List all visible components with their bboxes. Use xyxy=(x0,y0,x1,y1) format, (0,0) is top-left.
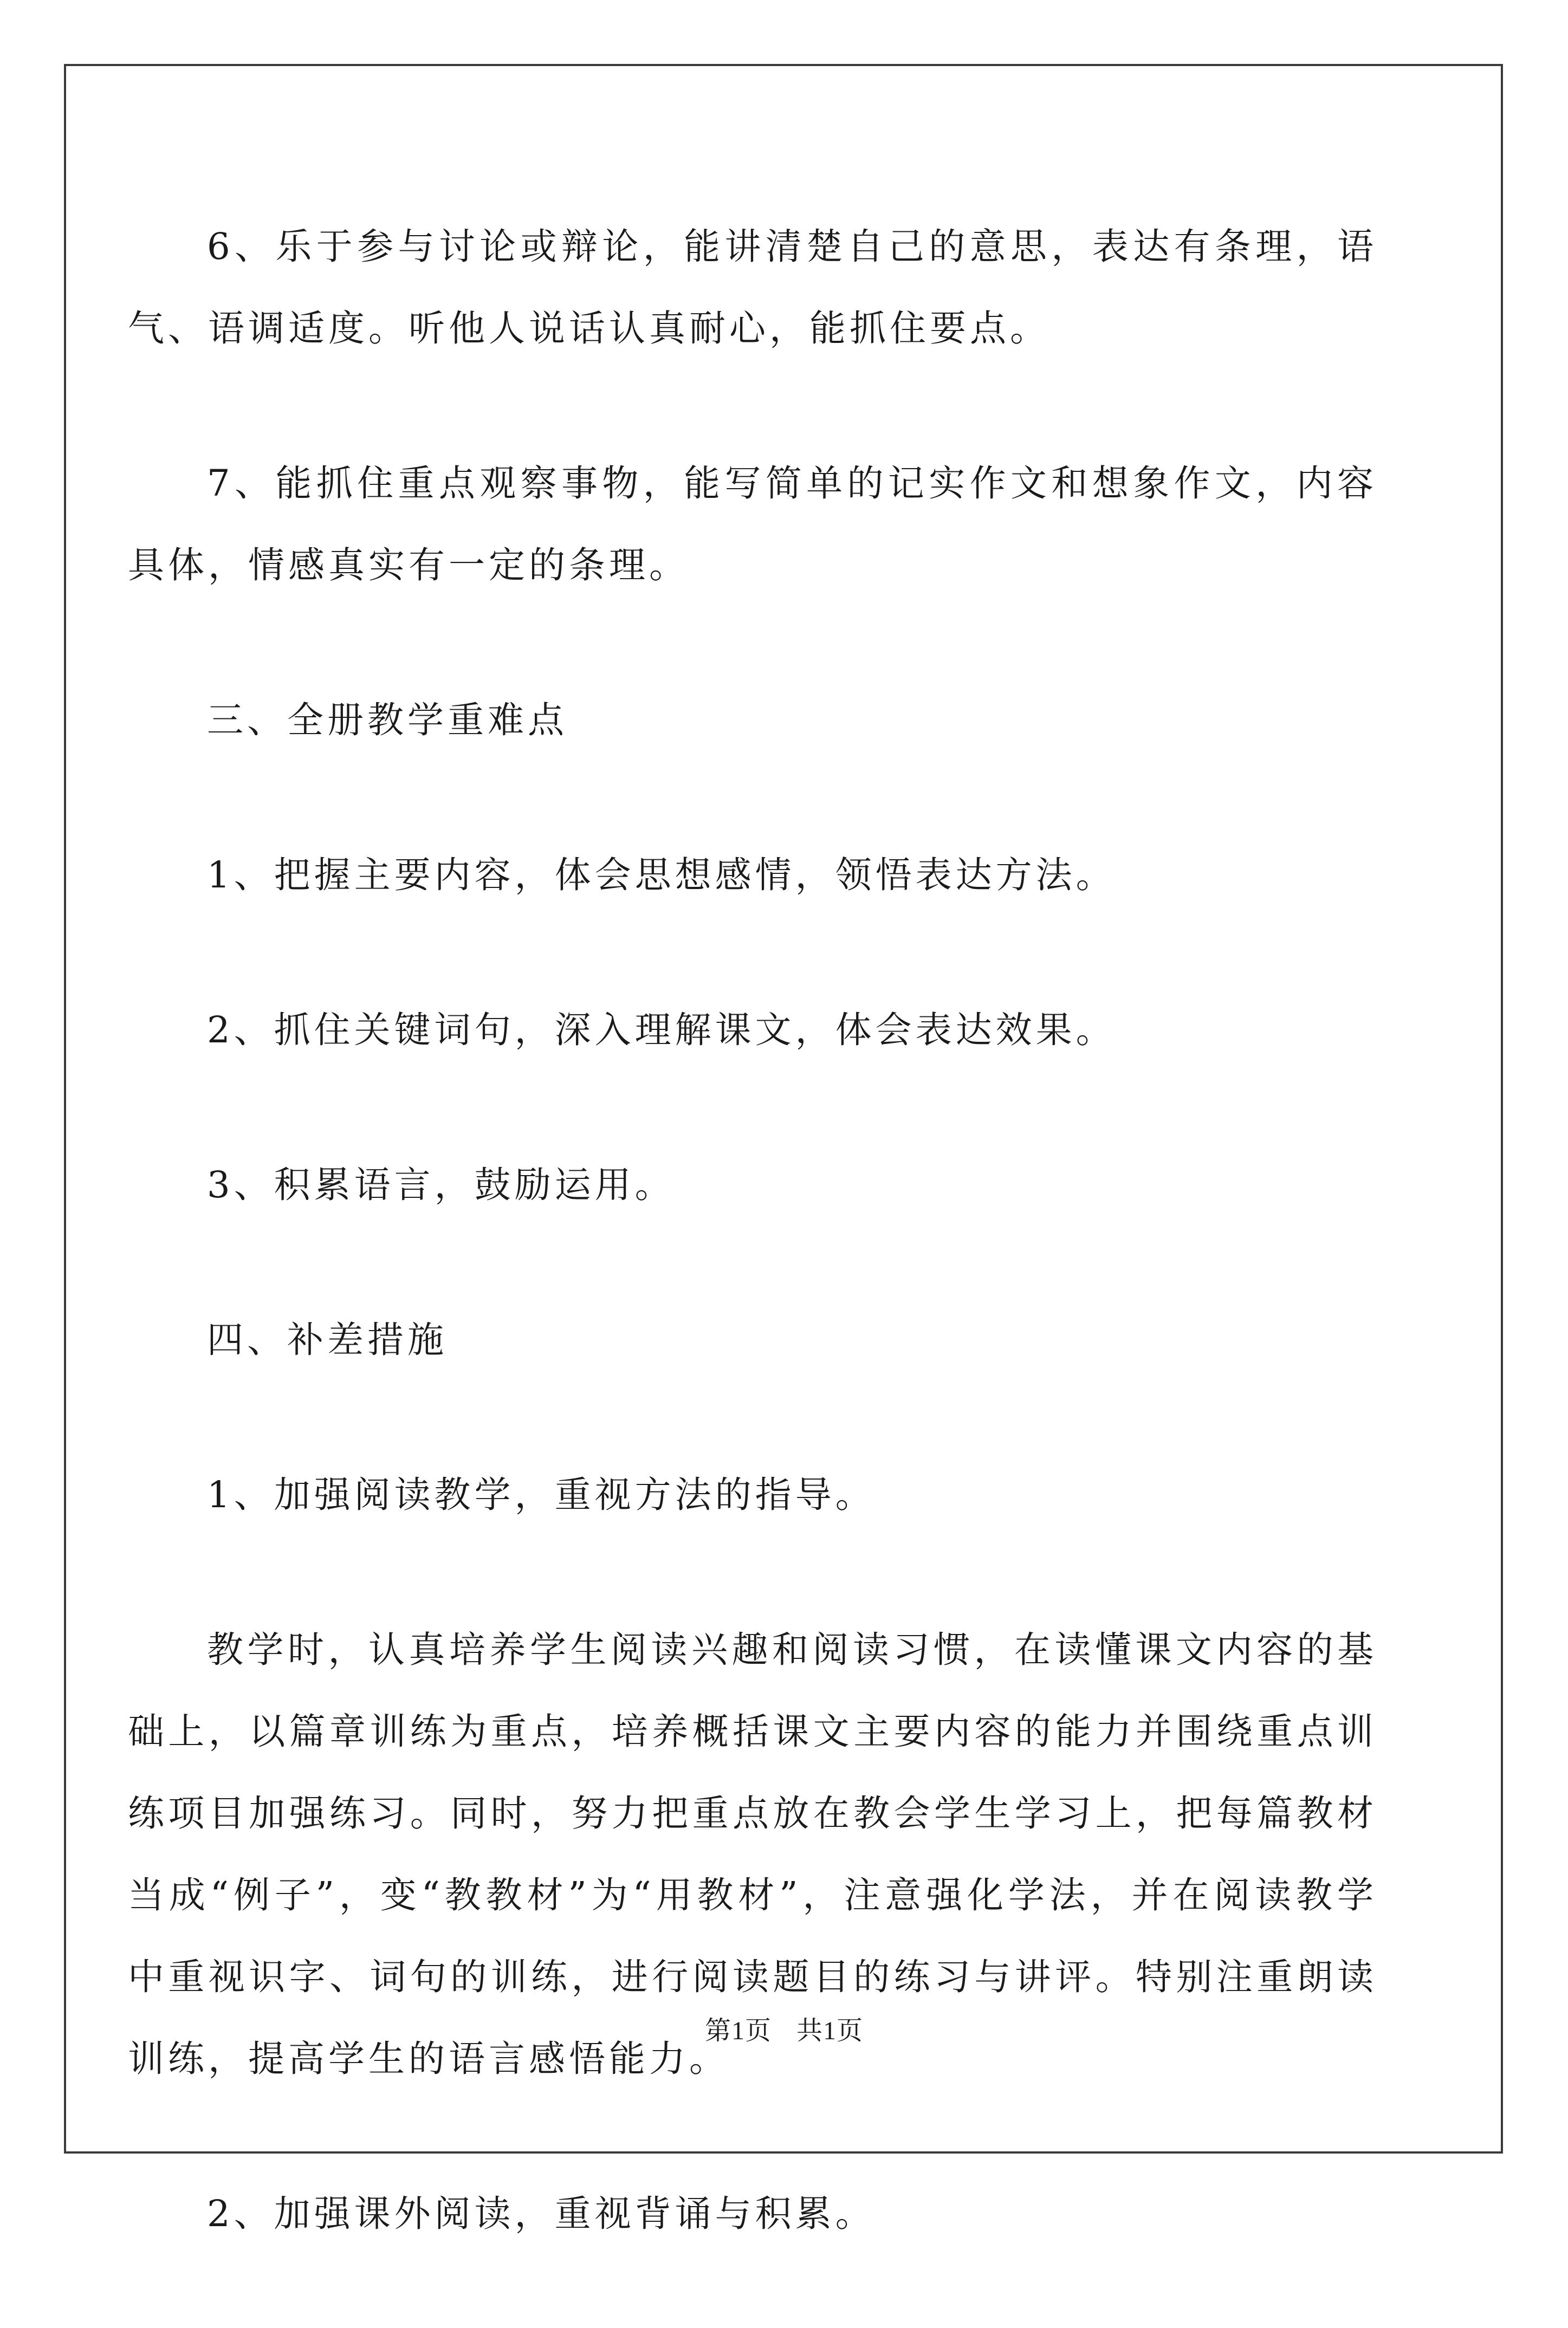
paragraph: 教学时，认真培养学生阅读兴趣和阅读习惯，在读懂课文内容的基础上，以篇章训练为重点，培养概括课文主要内容的能力并围绕重点训练项目加强练习。同时，努力把重点放在教会学生学习上，把每篇教材当成“例子”，变“教教材”为“用教材”，注意强化学法，并在阅读教学中重视识字、词句的训练，进行阅读题目的练习与讲评。特别注重朗读训练，提高学生的语言感悟能力。 xyxy=(128,1629,1377,2080)
page-footer xyxy=(0,2009,1568,2047)
paragraph: 1、把握主要内容，体会思想感情，领悟表达方法。 xyxy=(207,854,1116,896)
paragraph: 2、抓住关键词句，深入理解课文，体会表达效果。 xyxy=(207,1009,1116,1051)
paragraph: 7、能抓住重点观察事物，能写简单的记实作文和想象作文，内容具体，情感真实有一定的条理。 xyxy=(128,462,1377,586)
paragraph: 1、加强阅读教学，重视方法的指导。 xyxy=(207,1474,876,1516)
page-total: 共1页 xyxy=(796,2016,864,2045)
section-heading: 三、全册教学重难点 xyxy=(207,699,568,741)
page-number: 第1页 xyxy=(704,2016,772,2045)
section-heading: 四、补差措施 xyxy=(207,1319,448,1361)
paragraph: 2、加强课外阅读，重视背诵与积累。 xyxy=(207,2193,876,2235)
paragraph: 3、积累语言，鼓励运用。 xyxy=(207,1164,675,1206)
paragraph: 6、乐于参与讨论或辩论，能讲清楚自己的意思，表达有条理，语气、语调适度。听他人说话认真耐心，能抓住要点。 xyxy=(128,225,1377,349)
